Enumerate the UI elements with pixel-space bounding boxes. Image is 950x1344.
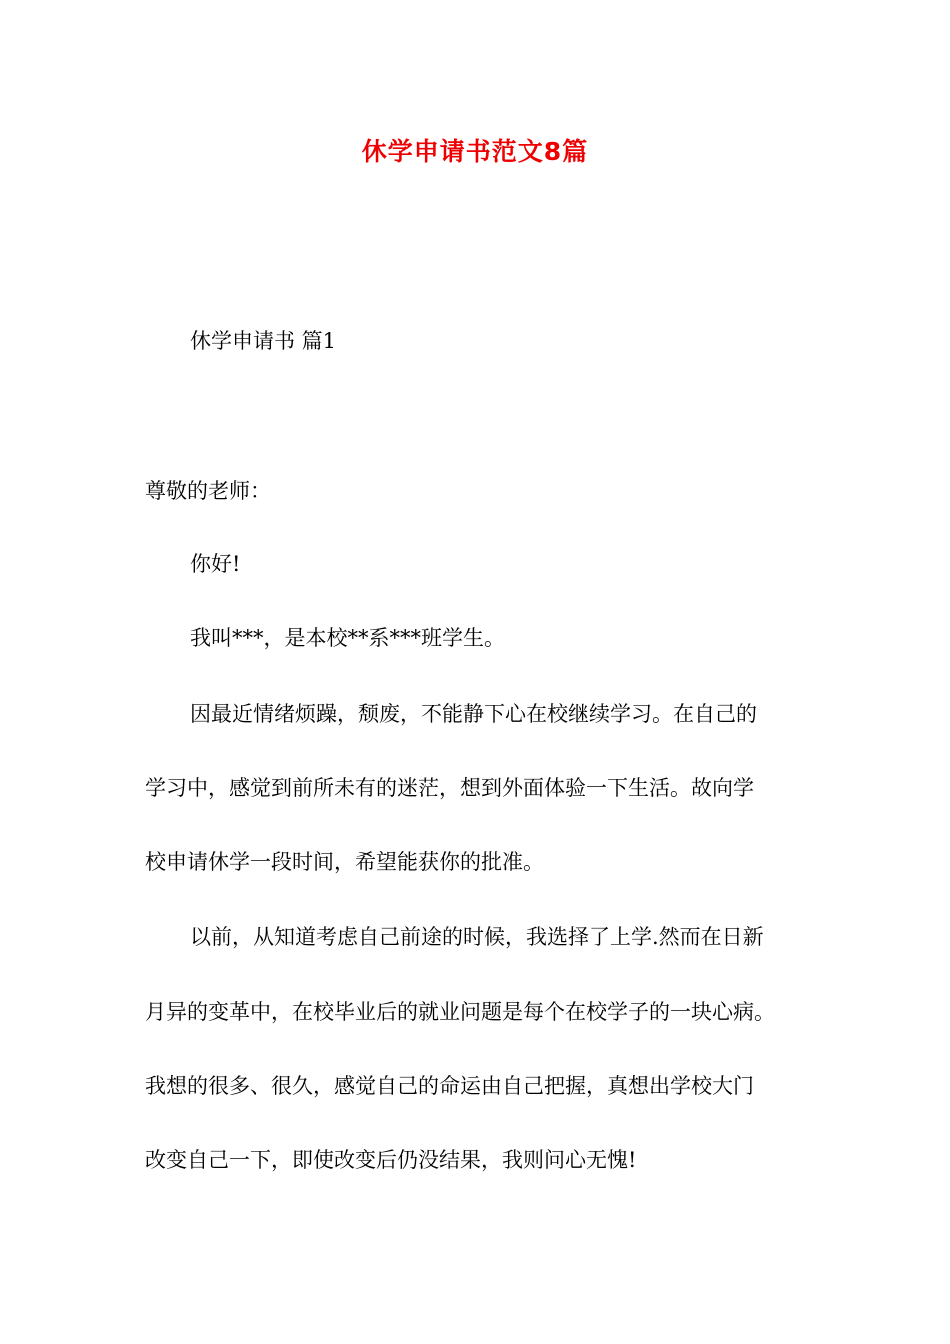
greeting: 你好! (190, 552, 241, 576)
body-line: 改变自己一下，即使改变后仍没结果，我则问心无愧! (145, 1148, 637, 1172)
document-title: 休学申请书范文8篇 (361, 137, 589, 166)
body-line: 我想的很多、很久，感觉自己的命运由自己把握，真想出学校大门 (145, 1074, 754, 1098)
salutation: 尊敬的老师： (145, 479, 271, 503)
body-line: 因最近情绪烦躁，颓废，不能静下心在校继续学习。在自己的 (190, 702, 757, 726)
body-line: 以前，从知道考虑自己前途的时候，我选择了上学.然而在日新 (190, 925, 764, 949)
body-line: 校申请休学一段时间，希望能获你的批准。 (145, 850, 544, 874)
section-heading: 休学申请书 篇1 (190, 329, 337, 353)
body-line: 月异的变革中，在校毕业后的就业问题是每个在校学子的一块心病。 (145, 1000, 775, 1024)
body-line: 学习中，感觉到前所未有的迷茫，想到外面体验一下生活。故向学 (145, 776, 754, 800)
body-line: 我叫***，是本校**系***班学生。 (190, 626, 505, 650)
